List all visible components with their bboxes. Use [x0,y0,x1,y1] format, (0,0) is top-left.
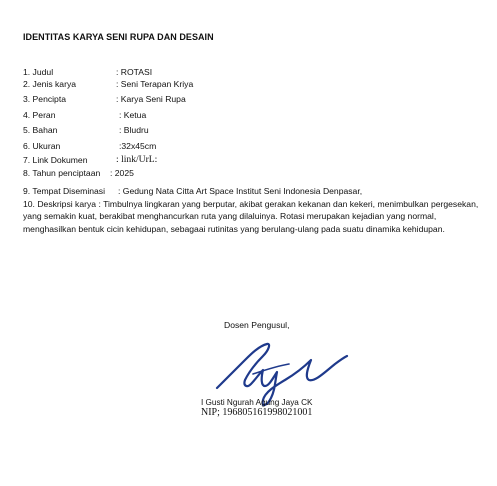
field-row-tahun [23,168,100,179]
signer-nip: NIP; 196805161998021001 [201,407,313,418]
field-row-peran [23,110,56,121]
field-label: 9. Tempat Diseminasi [23,186,105,196]
field-label: 2. Jenis karya [23,79,77,89]
field-value-judul: : ROTASI [116,67,153,77]
field-row-tempat-diseminasi [23,186,105,197]
description-label: 10. Deskripsi karya [23,199,97,209]
field-label: 1. Judul [23,67,54,77]
signature-underline-stroke [253,364,289,374]
signer-heading: Dosen Pengusul, [224,320,290,330]
field-row-judul [23,67,53,78]
field-value-bahan: : Bludru [119,125,149,135]
document-title: IDENTITAS KARYA SENI RUPA DAN DESAIN [23,32,214,42]
field-value-tempat-diseminasi: : Gedung Nata Citta Art Space Institut Seni Indonesia Denpasar, [118,186,363,196]
field-value-link-dokumen: : link/UrL: [116,154,158,165]
field-value-jenis-karya: : Seni Terapan Kriya [116,79,194,89]
signature-stroke [217,344,347,405]
description-paragraph [23,198,481,235]
field-row-ukuran [23,141,60,152]
field-row-pencipta [23,94,66,105]
field-label: 8. Tahun penciptaan [23,168,101,178]
field-row-jenis-karya [23,79,76,90]
description-text: : Timbulnya lingkaran yang berputar, akibat gerakan kekanan dan kekeri, menimbulkan pergesekan, yang semakin kuat, berakibat menghancurkan ruta yang dilaluinya. Rotasi merupakan kejadian yang normal, menghasilkan bentuk cicin kehidupan, sebagaai rutinitas yang berulang-ulang pada suatu dinamika kehidupan. [23,199,479,234]
field-label: 6. Ukuran [23,141,61,151]
field-value-ukuran: :32x45cm [119,141,157,151]
field-label: 5. Bahan [23,125,58,135]
field-label: 7. Link Dokumen [23,155,88,165]
field-label: 3. Pencipta [23,94,66,104]
field-value-tahun: : 2025 [110,168,134,178]
field-label: 4. Peran [23,110,56,120]
field-value-pencipta: : Karya Seni Rupa [116,94,186,104]
signer-name: I Gusti Ngurah Agung Jaya CK [201,398,313,407]
field-row-bahan [23,125,57,136]
field-row-link-dokumen [23,155,88,166]
field-value-peran: : Ketua [119,110,147,120]
